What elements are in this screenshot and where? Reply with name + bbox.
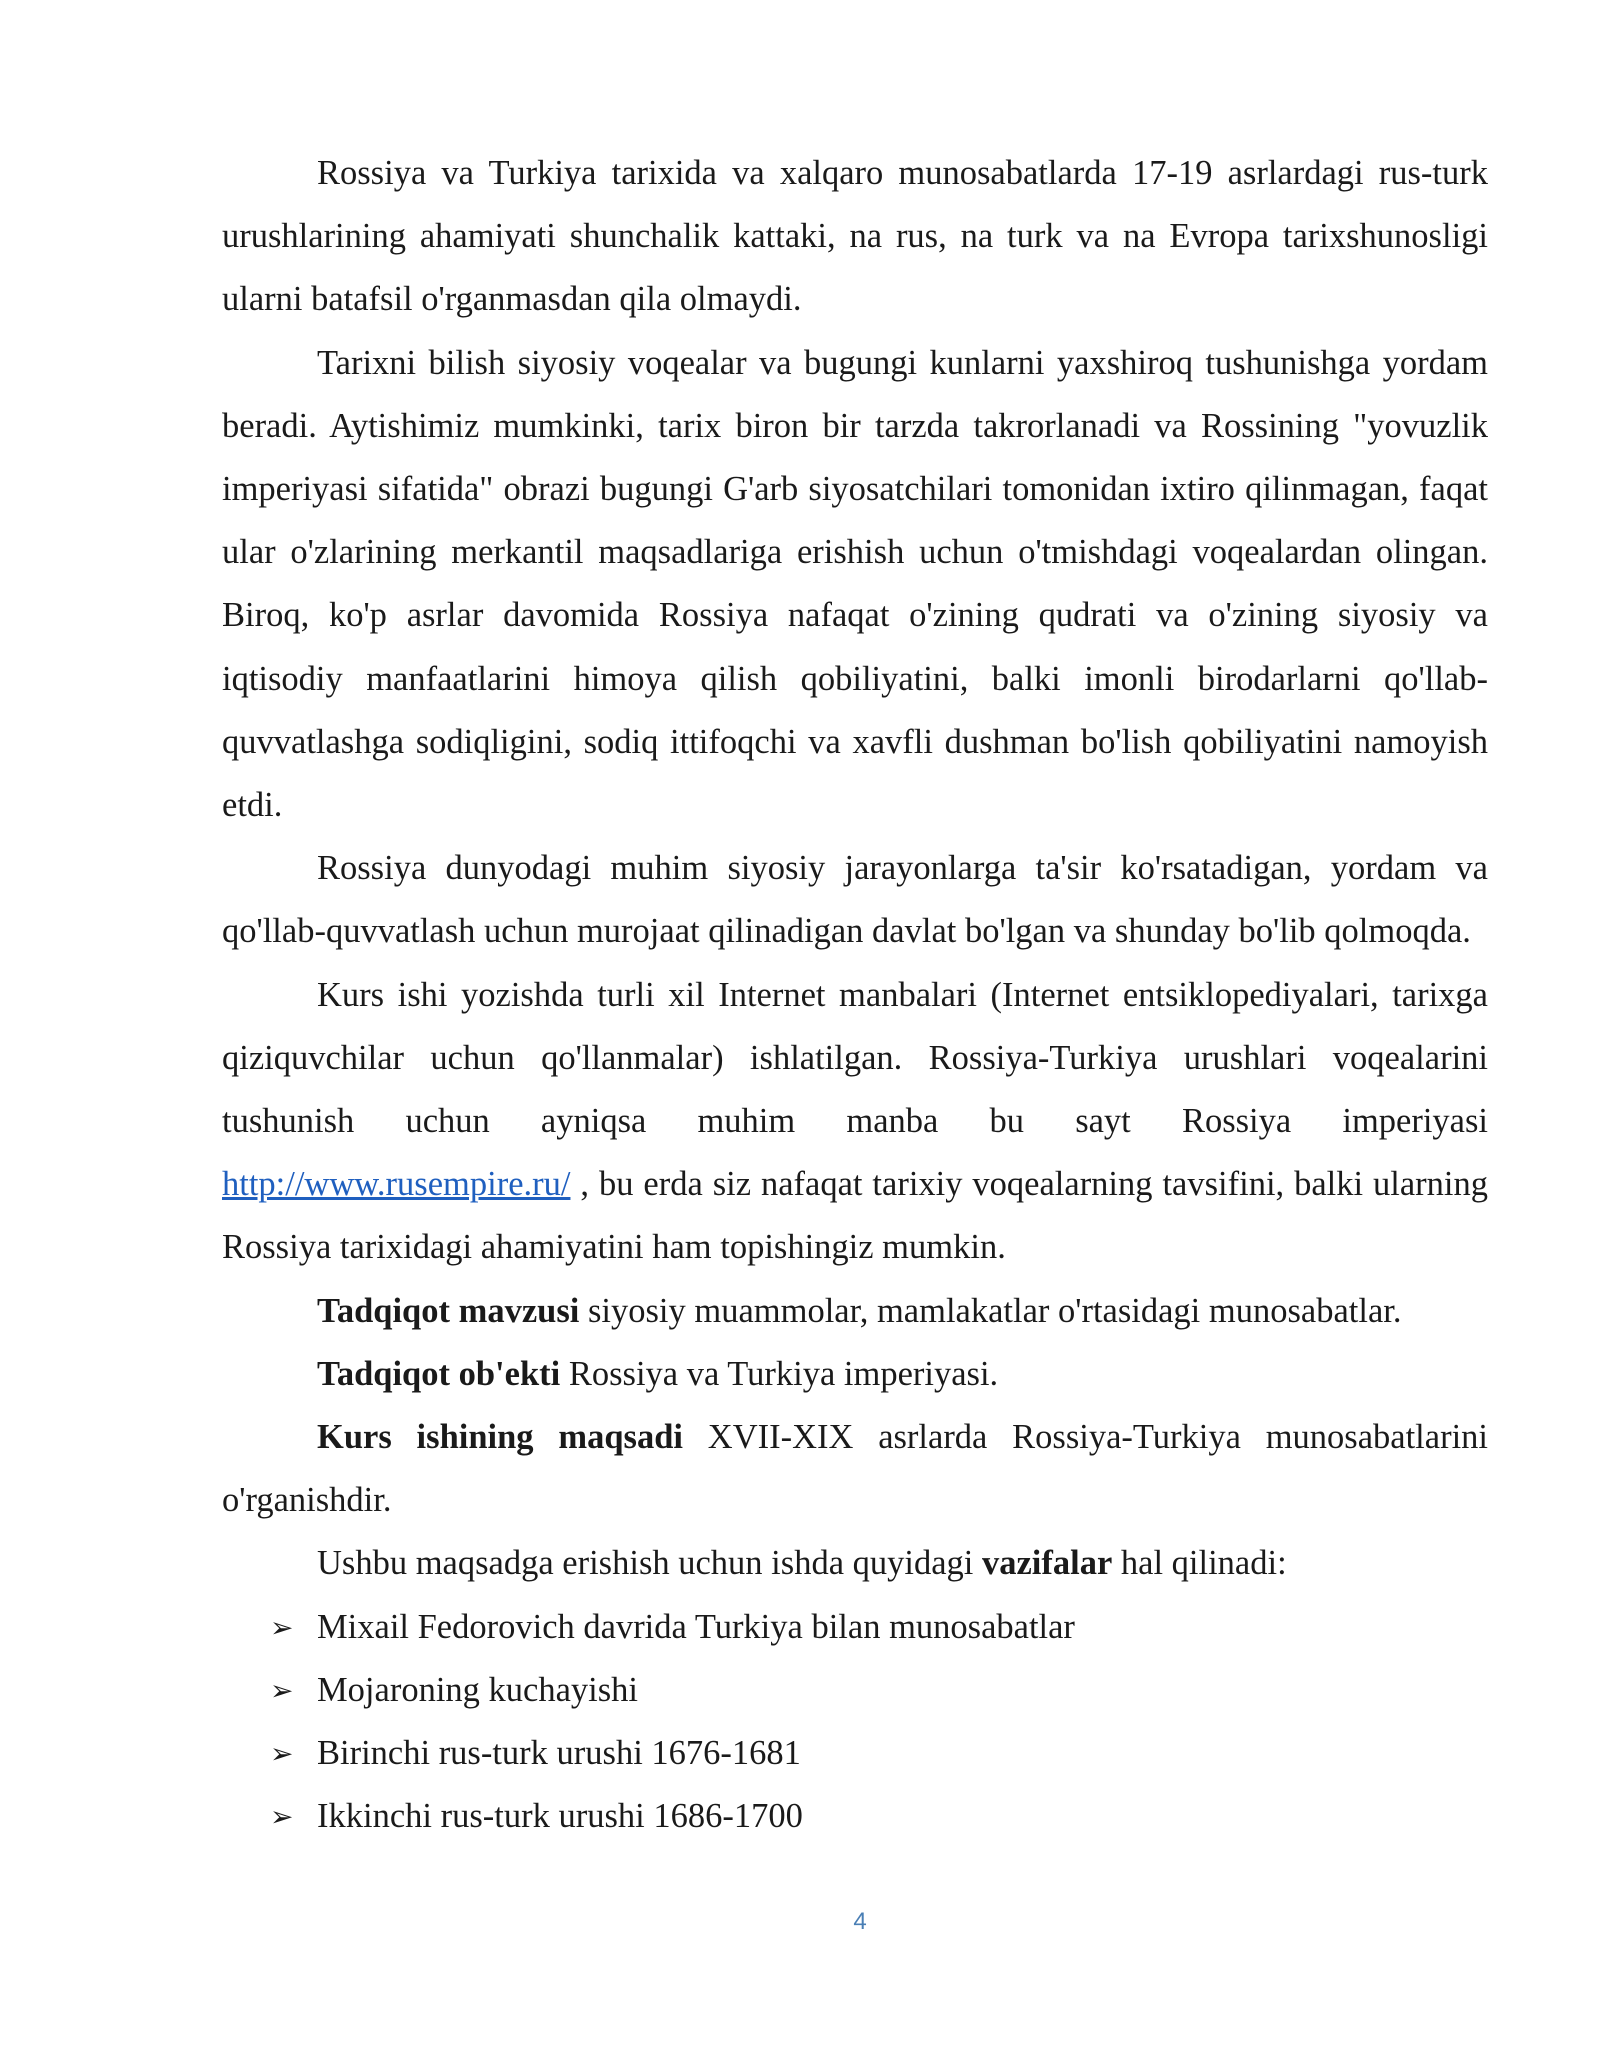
task-text: Ikkinchi rus-turk urushi 1686-1700 xyxy=(317,1797,803,1836)
paragraph-tasks-intro xyxy=(222,1532,1488,1595)
task-text: Birinchi rus-turk urushi 1676-1681 xyxy=(317,1734,801,1773)
page-number: 4 xyxy=(853,1908,867,1935)
tasks-intro-bold: vazifalar xyxy=(981,1544,1113,1583)
task-text: Mojaroning kuchayishi xyxy=(317,1670,638,1709)
sources-text-before: Kurs ishi yozishda turli xil Internet manbalari (Internet entsiklopediyalari, tarixga qiziquvchilar uchun qo'llanmalar) ishlatilgan. Rossiya-Turkiya urushlari voqealarini tushunish uchun ayniqsa muhim manba bu sayt Rossiya imperiyasi xyxy=(222,975,1488,1141)
course-goal-label: Kurs ishining maqsadi xyxy=(317,1418,683,1457)
list-item xyxy=(222,1785,1488,1848)
paragraph-history: Tarixni bilish siyosiy voqealar va bugungi kunlarni yaxshiroq tushunishga yordam beradi. Aytishimiz mumkinki, tarix biron bir tarzda takrorlanadi va Rossining "yovuzlik imperiyasi sifatida" obrazi bugungi G'arb siyosatchilari tomonidan ixtiro qilinmagan, faqat ular o'zlarining merkantil maqsadlariga erishish uchun o'tmishdagi voqealardan olingan. Biroq, ko'p asrlar davomida Rossiya nafaqat o'zining qudrati va o'zining siyosiy va iqtisodiy manfaatlarini himoya qilish qobiliyatini, balki imonli birodarlarni qo'llab-quvvatlashga sodiqligini, sodiq ittifoqchi va xavfli dushman bo'lish qobiliyatini namoyish etdi. xyxy=(222,343,1488,825)
paragraph-russia-role: Rossiya dunyodagi muhim siyosiy jarayonlarga ta'sir ko'rsatadigan, yordam va qo'llab-quvvatlash uchun murojaat qilinadigan davlat bo'lgan va shunday bo'lib qolmoqda. xyxy=(222,849,1488,951)
paragraph-research-topic xyxy=(222,1280,1488,1343)
arrow-bullet-icon: ➢ xyxy=(270,1610,294,1644)
list-item xyxy=(222,1659,1488,1722)
research-object-text: Rossiya va Turkiya imperiyasi. xyxy=(560,1354,999,1393)
paragraph-course-goal xyxy=(222,1406,1488,1532)
rusempire-link[interactable]: http://www.rusempire.ru/ xyxy=(222,1165,571,1204)
task-text: Mixail Fedorovich davrida Turkiya bilan munosabatlar xyxy=(317,1607,1075,1646)
arrow-bullet-icon: ➢ xyxy=(270,1673,294,1707)
paragraph-intro: Rossiya va Turkiya tarixida va xalqaro munosabatlarda 17-19 asrlardagi rus-turk urushlarining ahamiyati shunchalik kattaki, na rus, na turk va na Evropa tarixshunosligi ularni batafsil o'rganmasdan qila olmaydi. xyxy=(222,154,1488,319)
research-object-label: Tadqiqot ob'ekti xyxy=(317,1354,561,1393)
tasks-intro-before: Ushbu maqsadga erishish uchun ishda quyidagi xyxy=(317,1544,982,1583)
tasks-list xyxy=(222,1596,1488,1849)
tasks-intro-after: hal qilinadi: xyxy=(1112,1544,1287,1583)
arrow-bullet-icon: ➢ xyxy=(270,1737,294,1771)
research-topic-label: Tadqiqot mavzusi xyxy=(317,1291,580,1330)
paragraph-sources xyxy=(222,964,1488,1280)
sources-text-after: , bu erda siz nafaqat tarixiy voqealarning tavsifini, balki ularning Rossiya tarixidagi ahamiyatini ham topishingiz mumkin. xyxy=(222,1165,1488,1267)
research-topic-text: siyosiy muammolar, mamlakatlar o'rtasidagi munosabatlar. xyxy=(579,1291,1402,1330)
course-goal-text: XVII-XIX asrlarda Rossiya-Turkiya munosabatlarini o'rganishdir. xyxy=(222,1418,1488,1520)
list-item xyxy=(222,1596,1488,1659)
paragraph-research-object xyxy=(222,1343,1488,1406)
arrow-bullet-icon: ➢ xyxy=(270,1800,294,1834)
document-page xyxy=(222,142,1488,1848)
list-item xyxy=(222,1722,1488,1785)
